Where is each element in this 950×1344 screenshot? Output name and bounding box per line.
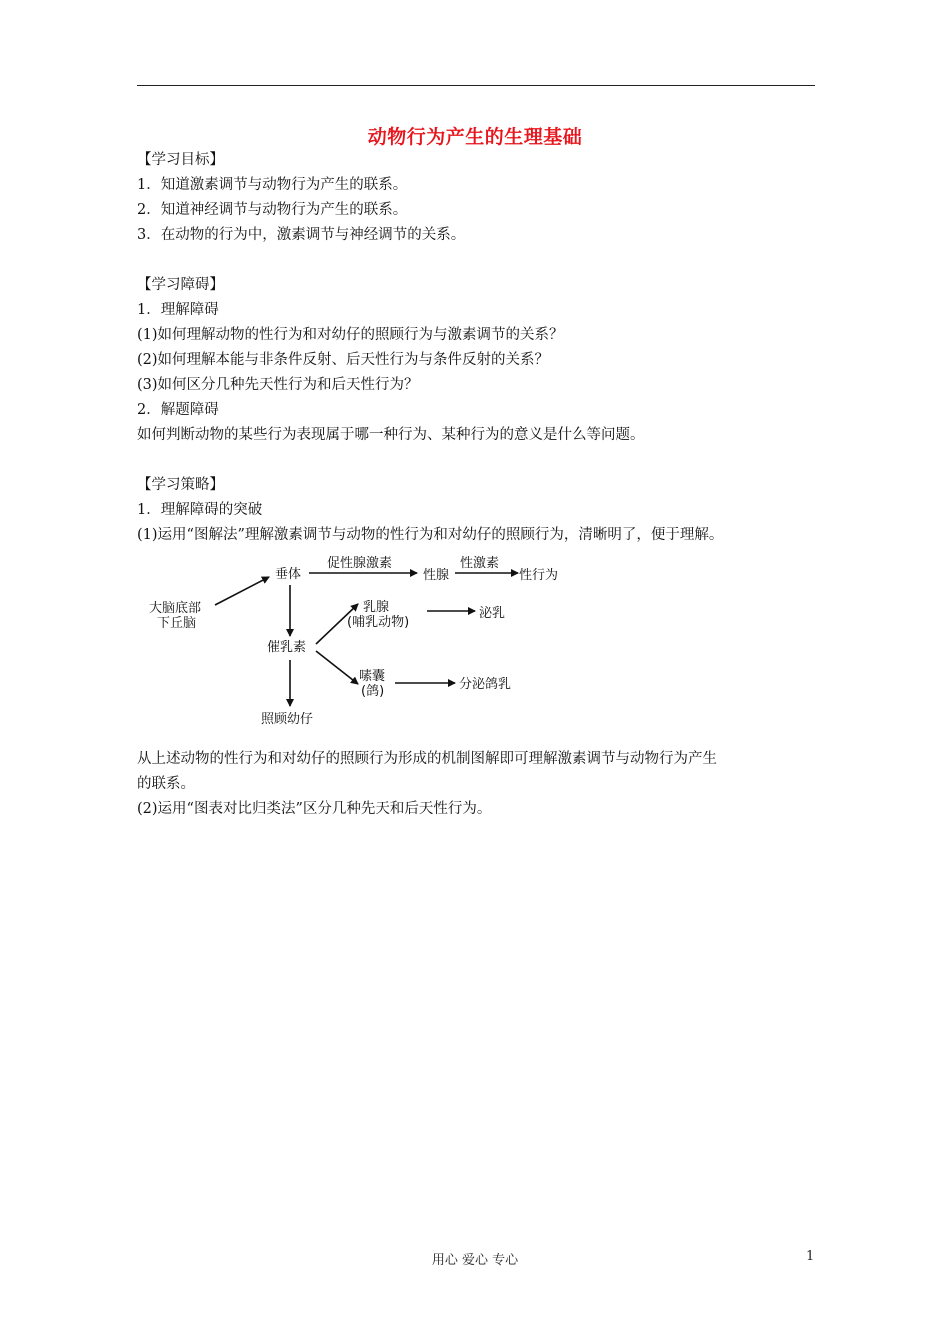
node-lactation: 泌乳 — [479, 606, 506, 621]
arrow-hypothalamus-to-pituitary — [215, 577, 269, 605]
node-gonad: 性腺 — [423, 568, 450, 583]
page-number: 1 — [806, 1249, 815, 1264]
strategy-paragraph: (1)运用“图解法”理解激素调节与动物的性行为和对幼仔的照顾行为，清晰明了，便于理解。 — [137, 527, 724, 543]
header-rule — [137, 85, 815, 86]
obstacles-heading: 【学习障碍】 — [137, 277, 224, 293]
strategy-paragraph: 的联系。 — [137, 776, 195, 792]
label-gonadotropin: 促性腺激素 — [327, 556, 393, 571]
strategy-subheading: 1．理解障碍的突破 — [137, 502, 263, 518]
objective-item: 1．知道激素调节与动物行为产生的联系。 — [137, 177, 408, 193]
obstacles-subheading: 1．理解障碍 — [137, 302, 219, 318]
strategy-heading: 【学习策略】 — [137, 477, 224, 493]
node-mammary: 乳腺 — [363, 600, 390, 615]
obstacle-question: (1)如何理解动物的性行为和对幼仔的照顾行为与激素调节的关系？ — [137, 327, 564, 343]
arrow-prolactin-to-crop — [316, 651, 358, 684]
page-title: 动物行为产生的生理基础 — [367, 126, 583, 148]
obstacle-question: (2)如何理解本能与非条件反射、后天性行为与条件反射的关系？ — [137, 352, 550, 368]
footer-motto: 用心 爱心 专心 — [431, 1253, 519, 1268]
node-prolactin: 催乳素 — [267, 640, 307, 655]
node-pigeon-milk: 分泌鸽乳 — [459, 677, 512, 692]
obstacle-paragraph: 如何判断动物的某些行为表现属于哪一种行为、某种行为的意义是什么等问题。 — [137, 427, 645, 443]
node-crop: (鸽) — [361, 684, 385, 699]
node-pituitary: 垂体 — [275, 567, 302, 582]
node-care-young: 照顾幼仔 — [261, 712, 314, 727]
label-sex-hormone: 性激素 — [460, 556, 500, 571]
node-mammary: (哺乳动物) — [347, 615, 410, 630]
obstacle-question: (3)如何区分几种先天性行为和后天性行为？ — [137, 377, 419, 393]
obstacles-subheading: 2．解题障碍 — [137, 402, 219, 418]
objective-item: 2．知道神经调节与动物行为产生的联系。 — [137, 202, 408, 218]
hormone-flow-diagram — [137, 548, 559, 738]
strategy-paragraph: (2)运用“图表对比归类法”区分几种先天和后天性行为。 — [137, 801, 492, 817]
node-crop: 嗉囊 — [359, 669, 386, 684]
objective-item: 3．在动物的行为中，激素调节与神经调节的关系。 — [137, 227, 466, 243]
node-hypothalamus: 大脑底部 — [149, 601, 202, 616]
strategy-paragraph: 从上述动物的性行为和对幼仔的照顾行为形成的机制图解即可理解激素调节与动物行为产生 — [137, 751, 717, 767]
objectives-heading: 【学习目标】 — [137, 152, 224, 168]
node-sex-behavior: 性行为 — [519, 568, 559, 583]
node-hypothalamus: 下丘脑 — [157, 616, 197, 631]
